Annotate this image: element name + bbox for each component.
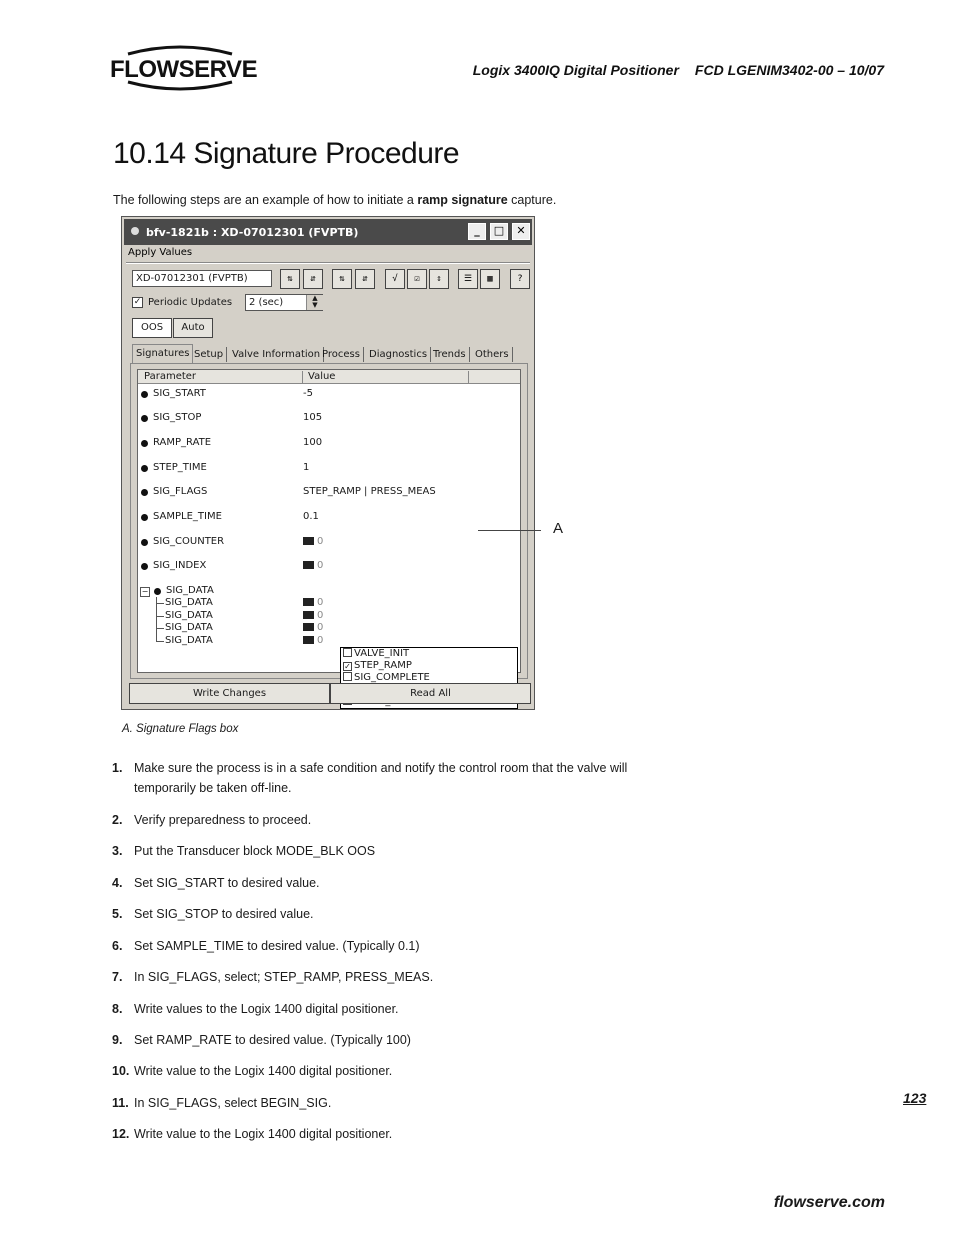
param-row-sig-stop[interactable]: [138, 412, 520, 425]
tab-signatures[interactable]: Signatures: [132, 344, 193, 364]
step-text: Verify preparedness to proceed.: [134, 813, 312, 827]
toolbar-list-icon[interactable]: ☰: [458, 269, 478, 289]
step-text: In SIG_FLAGS, select; STEP_RAMP, PRESS_MEAS.: [134, 970, 434, 984]
maximize-button[interactable]: □: [490, 223, 508, 240]
param-icon: [141, 539, 148, 546]
sig-data-child-row[interactable]: [138, 597, 520, 610]
param-row-sample-time[interactable]: [138, 511, 520, 524]
window-app-icon: [131, 227, 139, 235]
flag-label: VALVE_INIT: [354, 648, 410, 659]
section-title: 10.14 Signature Procedure: [113, 137, 460, 170]
param-name: SIG_DATA: [165, 635, 213, 646]
flag-checkbox[interactable]: [343, 648, 352, 657]
param-name: SIG_DATA: [165, 597, 213, 608]
param-icon: [141, 415, 148, 422]
intro-text-end: capture.: [507, 193, 557, 207]
callout-leader-line: [478, 530, 541, 531]
param-value[interactable]: -5: [303, 388, 313, 399]
param-value-readonly: [303, 635, 323, 646]
param-row-sig-index[interactable]: [138, 560, 520, 573]
flag-checkbox[interactable]: [343, 672, 352, 681]
param-value-readonly: [303, 597, 323, 608]
step-number: 11.: [112, 1096, 129, 1110]
param-icon: [141, 514, 148, 521]
param-name: SAMPLE_TIME: [153, 511, 222, 522]
step-number: 10.: [112, 1064, 130, 1078]
param-value-readonly: [303, 560, 323, 571]
param-value[interactable]: STEP_RAMP | PRESS_MEAS: [303, 486, 436, 497]
interval-spinner[interactable]: ▲ ▼: [306, 295, 323, 310]
footer-url: flowserve.com: [773, 1194, 885, 1211]
intro-text: The following steps are an example of how to initiate a: [113, 193, 418, 207]
param-name: SIG_DATA: [165, 622, 213, 633]
param-value: 0: [317, 536, 324, 547]
step-number: 12.: [112, 1127, 130, 1141]
param-value-readonly: [303, 622, 323, 633]
column-separator: [302, 371, 303, 384]
param-icon: [141, 465, 148, 472]
param-icon: [154, 588, 161, 595]
param-row-ramp-rate[interactable]: [138, 437, 520, 450]
block-select[interactable]: XD-07012301 (FVPTB): [132, 270, 272, 287]
grid-header: [138, 370, 520, 384]
step-number: 6.: [112, 939, 123, 953]
param-row-sig-flags[interactable]: [138, 486, 520, 499]
step-number: 8.: [112, 1002, 123, 1016]
toolbar-download-icon[interactable]: ⇅: [332, 269, 352, 289]
readonly-icon: [303, 561, 314, 569]
page-number: 123: [903, 1090, 927, 1106]
tree-connector: [156, 597, 165, 610]
step-text: Set SIG_START to desired value.: [134, 876, 320, 890]
flag-valve-init[interactable]: [343, 648, 409, 660]
param-name: SIG_DATA: [166, 585, 214, 596]
flag-label: STEP_RAMP: [354, 660, 412, 671]
logo-wordmark: FLOWSERVE: [110, 56, 258, 83]
param-name: SIG_DATA: [165, 610, 213, 621]
periodic-updates-checkbox[interactable]: ✓: [133, 297, 142, 307]
tab-setup[interactable]: Setup: [191, 347, 227, 362]
param-row-sig-start[interactable]: [138, 388, 520, 401]
flag-step-ramp[interactable]: [343, 660, 412, 672]
menu-apply-values[interactable]: Apply Values: [128, 247, 193, 258]
step-number: 3.: [112, 844, 123, 858]
param-name: SIG_COUNTER: [153, 536, 225, 547]
periodic-updates-label: Periodic Updates: [148, 297, 233, 308]
param-name: RAMP_RATE: [153, 437, 212, 448]
param-row-sig-counter[interactable]: [138, 536, 520, 549]
param-name: SIG_FLAGS: [153, 486, 208, 497]
intro-paragraph: [113, 193, 556, 207]
tree-connector: [156, 635, 165, 642]
param-value[interactable]: 0.1: [303, 511, 319, 522]
header-doc-id: FCD LGENIM3402-00 – 10/07: [694, 62, 884, 78]
param-value: 0: [317, 597, 324, 608]
mode-auto-button[interactable]: Auto: [173, 318, 213, 338]
readonly-icon: [303, 598, 314, 606]
tab-trends[interactable]: Trends: [430, 347, 470, 362]
step-text: Write values to the Logix 1400 digital positioner.: [134, 1002, 399, 1016]
step-text: Write value to the Logix 1400 digital positioner.: [134, 1064, 393, 1078]
step-text: Write value to the Logix 1400 digital positioner.: [134, 1127, 393, 1141]
running-header: [473, 62, 884, 78]
read-all-button[interactable]: Read All: [330, 683, 531, 704]
param-name: STEP_TIME: [153, 462, 207, 473]
sig-data-child-row[interactable]: [138, 622, 520, 635]
param-name: SIG_INDEX: [153, 560, 207, 571]
param-name: SIG_STOP: [153, 412, 202, 423]
param-icon: [141, 489, 148, 496]
close-button[interactable]: ✕: [512, 223, 530, 240]
flag-label: SIG_COMPLETE: [354, 672, 430, 683]
param-value: 0: [317, 610, 324, 621]
step-text: Set RAMP_RATE to desired value. (Typically 100): [134, 1033, 411, 1047]
step-number: 2.: [112, 813, 123, 827]
toolbar-compare-icon[interactable]: ☑: [407, 269, 427, 289]
readonly-icon: [303, 537, 314, 545]
intro-emphasis: ramp signature: [417, 193, 508, 207]
signatures-panel: [130, 363, 528, 683]
mode-oos-button[interactable]: OOS: [132, 318, 172, 338]
callout-label: A: [553, 520, 564, 537]
write-changes-button[interactable]: Write Changes: [129, 683, 330, 704]
param-value: 0: [317, 635, 324, 646]
window-title: bfv-1821b : XD-07012301 (FVPTB): [146, 226, 359, 239]
param-value-readonly: [303, 610, 323, 621]
param-icon: [141, 391, 148, 398]
toolbar-check-icon[interactable]: √: [385, 269, 405, 289]
step-text: Put the Transducer block MODE_BLK OOS: [134, 844, 376, 858]
param-icon: [141, 440, 148, 447]
toolbar-sort-icon[interactable]: ⇕: [429, 269, 449, 289]
param-value[interactable]: 100: [303, 437, 323, 448]
tab-others[interactable]: Others: [472, 347, 513, 362]
tree-connector: [156, 622, 165, 635]
signature-window: [121, 216, 535, 710]
param-row-step-time[interactable]: [138, 462, 520, 475]
readonly-icon: [303, 611, 314, 619]
param-icon: [141, 563, 148, 570]
figure-caption: A. Signature Flags box: [122, 723, 239, 735]
collapse-icon[interactable]: −: [141, 587, 149, 596]
toolbar-upload-all-icon[interactable]: ⇵: [303, 269, 323, 289]
param-name: SIG_START: [153, 388, 206, 399]
step-number: 5.: [112, 907, 123, 921]
step-text: Make sure the process is in a safe condition and notify the control room that the valve will temporarily be taken off-line.: [134, 761, 628, 795]
readonly-icon: [303, 623, 314, 631]
parameter-grid: [137, 369, 521, 673]
param-value-readonly: [303, 536, 323, 547]
flag-checkbox-checked[interactable]: ✓: [344, 662, 351, 671]
flowserve-logo: [110, 42, 258, 94]
toolbar-upload-icon[interactable]: ⇅: [280, 269, 300, 289]
step-number: 1.: [112, 761, 123, 775]
step-text: Set SIG_STOP to desired value.: [134, 907, 314, 921]
column-separator: [468, 371, 469, 384]
param-value[interactable]: 1: [303, 462, 310, 473]
tab-diagnostics[interactable]: Diagnostics: [366, 347, 431, 362]
toolbar-download-all-icon[interactable]: ⇵: [355, 269, 375, 289]
menu-divider: [126, 262, 530, 264]
step-text: Set SAMPLE_TIME to desired value. (Typically 0.1): [134, 939, 420, 953]
header-product: Logix 3400IQ Digital Positioner: [472, 62, 679, 78]
readonly-icon: [303, 636, 314, 644]
minimize-button[interactable]: _: [468, 223, 486, 240]
column-value[interactable]: Value: [308, 371, 336, 382]
toolbar-grid-icon[interactable]: ▦: [480, 269, 500, 289]
tab-valve-information[interactable]: Valve Information: [229, 347, 324, 362]
param-value: 0: [317, 622, 324, 633]
step-text: In SIG_FLAGS, select BEGIN_SIG.: [134, 1096, 332, 1110]
column-parameter[interactable]: Parameter: [144, 371, 197, 382]
step-number: 9.: [112, 1033, 123, 1047]
step-number: 4.: [112, 876, 123, 890]
toolbar-help-icon[interactable]: ?: [510, 269, 530, 289]
param-value[interactable]: 105: [303, 412, 323, 423]
tab-process[interactable]: Process: [319, 347, 364, 362]
update-interval-field[interactable]: 2 (sec): [245, 294, 323, 311]
param-value: 0: [317, 560, 324, 571]
step-number: 7.: [112, 970, 123, 984]
window-titlebar[interactable]: [124, 219, 532, 245]
